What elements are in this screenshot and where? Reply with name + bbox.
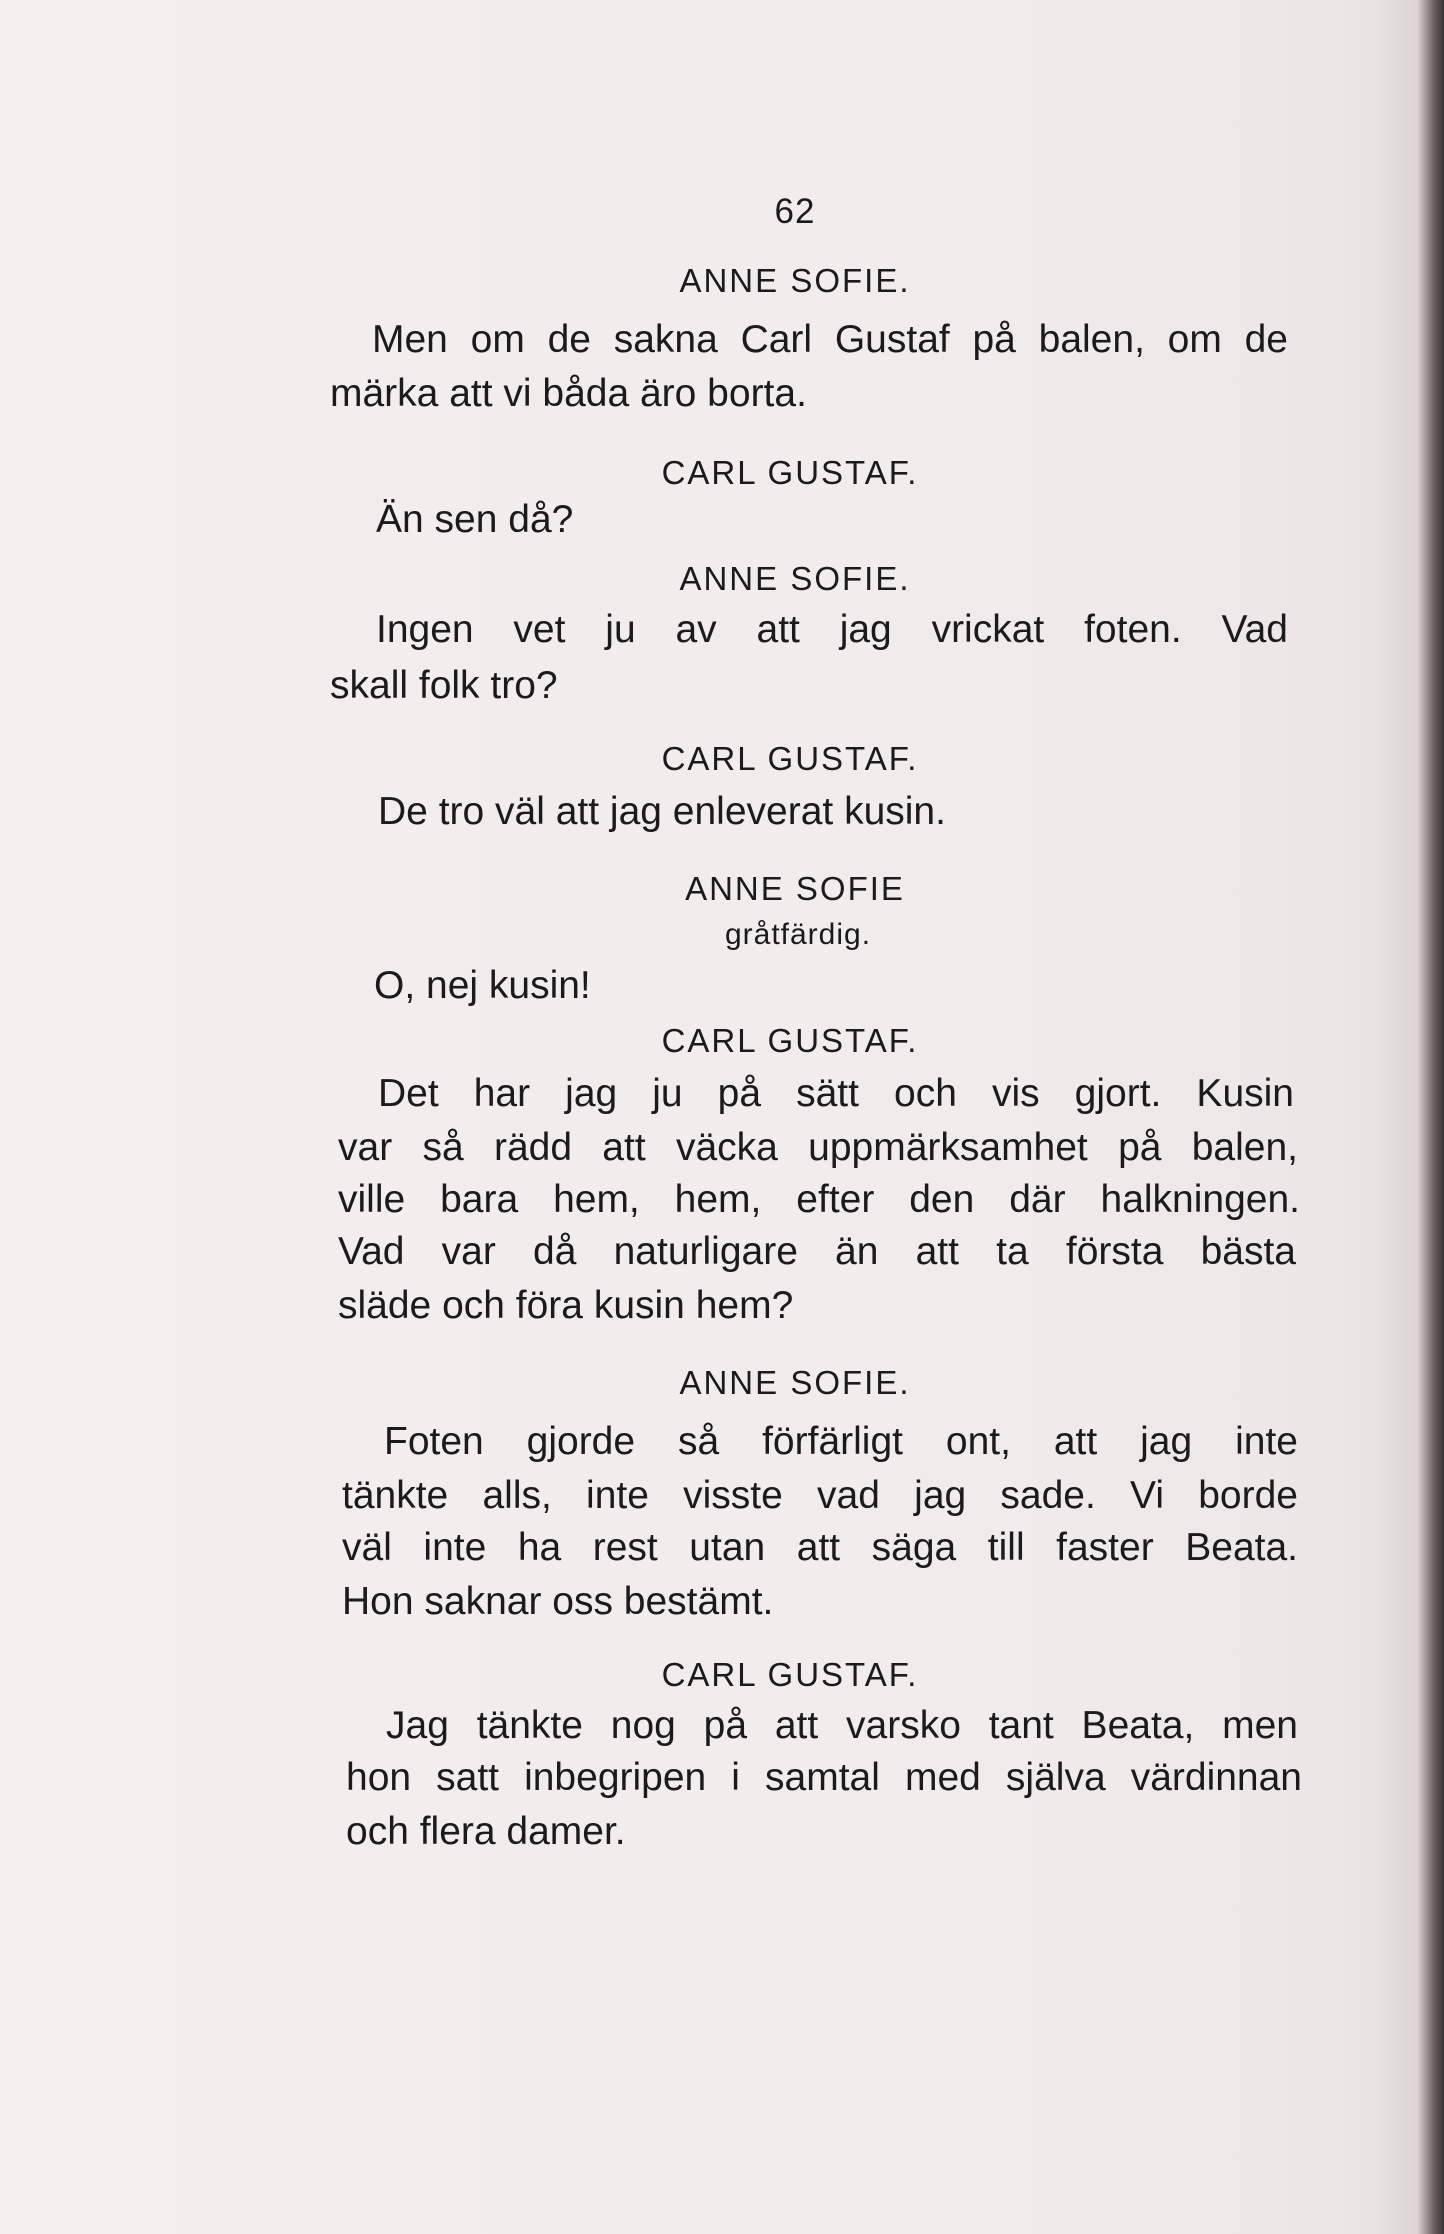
page-number: 62 <box>774 192 816 231</box>
dialogue-line: hon satt inbegripen i samtal med själva värdinnan <box>346 1756 1302 1799</box>
page-shadow <box>1378 0 1418 2234</box>
dialogue-line: De tro väl att jag enleverat kusin. <box>378 790 946 833</box>
dialogue-line: och flera damer. <box>346 1810 626 1853</box>
dialogue-line: tänkte alls, inte visste vad jag sade. Vi borde <box>342 1474 1298 1517</box>
dialogue-line: Än sen då? <box>376 498 574 541</box>
dialogue-line: Foten gjorde så förfärligt ont, att jag inte <box>384 1420 1298 1463</box>
dialogue-line: var så rädd att väcka uppmärksamhet på balen, <box>338 1126 1298 1169</box>
dialogue-line: väl inte ha rest utan att säga till faster Beata. <box>342 1526 1298 1569</box>
dialogue-line: ville bara hem, hem, efter den där halkningen. <box>338 1178 1300 1221</box>
dialogue-line: släde och föra kusin hem? <box>338 1284 794 1327</box>
speaker-heading: ANNE SOFIE <box>685 870 905 907</box>
speaker-heading: ANNE SOFIE. <box>679 262 911 299</box>
speaker-heading: CARL GUSTAF. <box>661 1022 919 1059</box>
speaker-heading: CARL GUSTAF. <box>661 740 919 777</box>
dialogue-line: Hon saknar oss bestämt. <box>342 1580 774 1623</box>
dialogue-line: märka att vi båda äro borta. <box>330 372 807 415</box>
speaker-heading: CARL GUSTAF. <box>661 454 919 491</box>
dialogue-line: Men om de sakna Carl Gustaf på balen, om de <box>372 318 1288 361</box>
dialogue-line: Ingen vet ju av att jag vrickat foten. Vad <box>376 608 1288 651</box>
dialogue-line: Jag tänkte nog på att varsko tant Beata, men <box>386 1704 1298 1747</box>
speaker-heading: CARL GUSTAF. <box>661 1656 919 1693</box>
dialogue-line: Vad var då naturligare än att ta första bästa <box>338 1230 1296 1273</box>
stage-direction: gråtfärdig. <box>724 918 872 951</box>
dialogue-line: skall folk tro? <box>330 664 558 707</box>
speaker-heading: ANNE SOFIE. <box>679 1364 911 1401</box>
dialogue-line: Det har jag ju på sätt och vis gjort. Kusin <box>378 1072 1294 1115</box>
page-binding-edge <box>1418 0 1444 2234</box>
speaker-heading: ANNE SOFIE. <box>679 560 911 597</box>
dialogue-line: O, nej kusin! <box>374 964 591 1007</box>
